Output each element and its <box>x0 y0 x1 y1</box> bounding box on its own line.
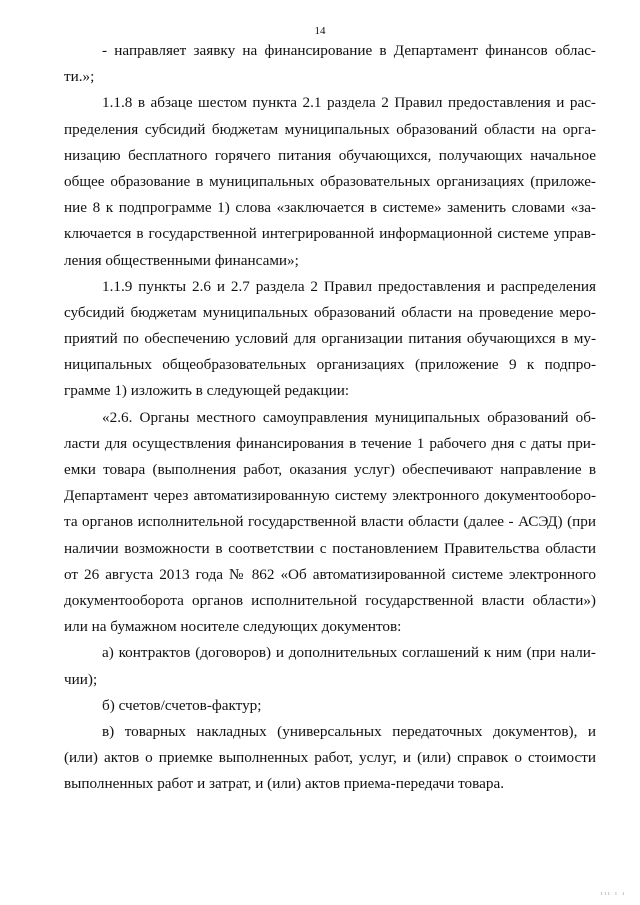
text-line: грамме 1) изложить в следующей редакции: <box>64 382 350 400</box>
text-line: ниципальных общеобразовательных организациях (приложение 9 к подпро- <box>64 356 596 374</box>
text-line: ласти для осуществления финансирования в течение 1 рабочего дня с даты при- <box>64 434 596 452</box>
text-line: ления общественными финансами»; <box>64 251 299 269</box>
text-line: от 26 августа 2013 года № 862 «Об автоматизированной системе электронного <box>64 565 596 583</box>
text-line: (или) актов о приемке выполненных работ, услуг, и (или) справок о стоимости <box>64 749 596 767</box>
text-line: документооборота органов исполнительной государственной власти области») <box>64 591 596 609</box>
text-line: пределения субсидий бюджетам муниципальных образований области на орга- <box>64 120 596 138</box>
text-line: в) товарных накладных (универсальных передаточных документов), и <box>102 722 596 740</box>
text-line: или на бумажном носителе следующих документов: <box>64 618 402 636</box>
text-line: б) счетов/счетов-фактур; <box>102 696 262 714</box>
text-line: чии); <box>64 670 98 688</box>
text-line: общее образование в муниципальных образовательных организациях (приложе- <box>64 172 596 190</box>
text-line: та органов исполнительной государственной власти области (далее - АСЭД) (при <box>64 513 596 531</box>
text-line: Департамент через автоматизированную систему электронного документооборо- <box>64 487 596 505</box>
text-line: низацию бесплатного горячего питания обучающихся, получающих начальное <box>64 146 596 164</box>
text-line: ключается в государственной интегрированной информационной системе управ- <box>64 225 596 243</box>
text-line: приятий по обеспечению условий для организации питания обучающихся в му- <box>64 330 596 348</box>
scan-mark: ııı ı ı <box>600 891 626 897</box>
document-body <box>64 38 596 797</box>
text-line: 1.1.8 в абзаце шестом пункта 2.1 раздела 2 Правил предоставления и рас- <box>102 94 596 112</box>
text-line: а) контрактов (договоров) и дополнительных соглашений к ним (при нали- <box>102 644 596 662</box>
text-line: «2.6. Органы местного самоуправления муниципальных образований об- <box>102 408 596 426</box>
text-line: 1.1.9 пункты 2.6 и 2.7 раздела 2 Правил предоставления и распределения <box>102 277 596 295</box>
text-line: ти.»; <box>64 68 95 86</box>
text-line: выполненных работ и затрат, и (или) актов приема-передачи товара. <box>64 775 504 793</box>
page-number: 14 <box>314 25 326 37</box>
text-line: ние 8 к подпрограмме 1) слова «заключается в системе» заменить словами «за- <box>64 199 596 217</box>
text-line: субсидий бюджетам муниципальных образований области на проведение меро- <box>64 303 596 321</box>
text-line: наличии возможности в соответствии с постановлением Правительства области <box>64 539 596 557</box>
text-line: емки товара (выполнения работ, оказания услуг) обеспечивают направление в <box>64 461 596 478</box>
text-line: - направляет заявку на финансирование в Департамент финансов облас- <box>102 42 596 59</box>
